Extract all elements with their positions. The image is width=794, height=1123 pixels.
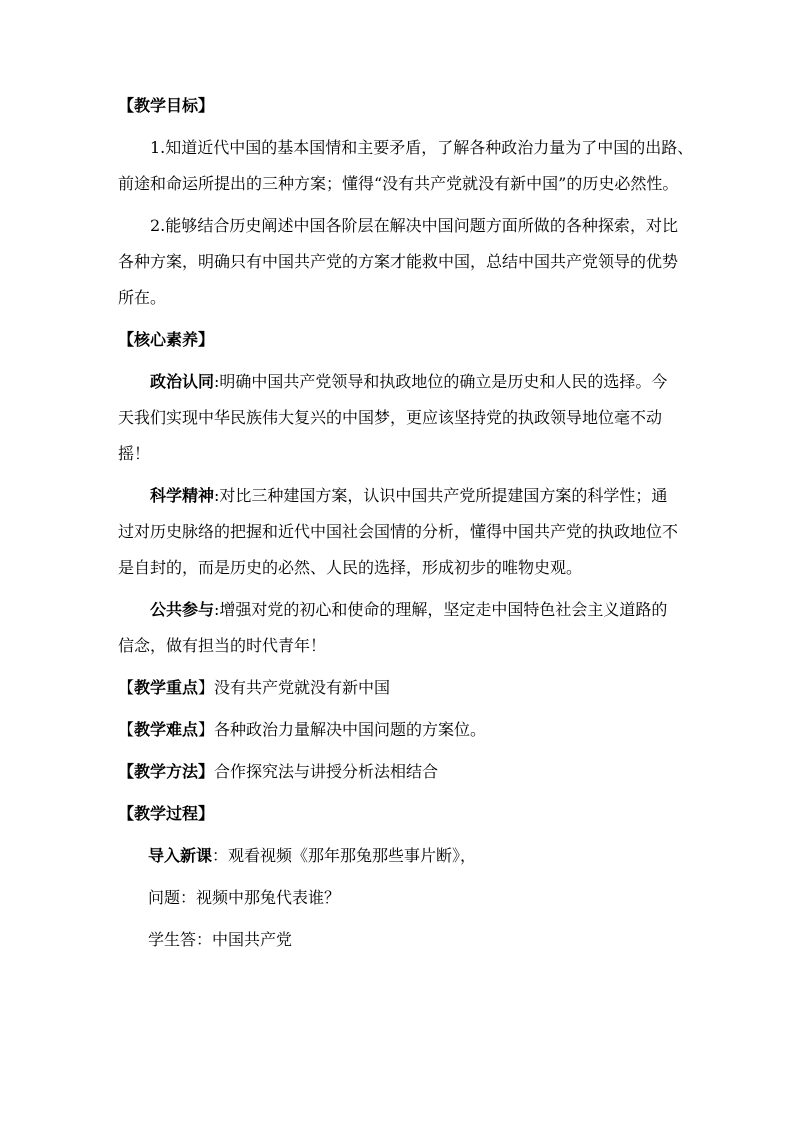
political-identity-label: 政治认同 [150,372,215,391]
answer-row: 学生答：中国共产党 [148,930,293,949]
public-participation-line-1 [118,592,678,628]
key-point-value: 没有共产党就没有新中国 [214,678,391,697]
method-value: 合作探究法与讲授分析法相结合 [214,762,439,781]
public-participation-label: 公共参与 [150,600,215,619]
political-identity-line-2: 天我们实现中华民族伟大复兴的中国梦，更应该坚持党的执政领导地位毫不动 [118,408,663,427]
difficulty-heading: 教学难点 [134,720,199,739]
method-heading: 【教学方法】 [118,762,215,781]
key-point-heading: 教学重点 [134,678,199,697]
teaching-process-heading: 【教学过程】 [118,804,215,823]
political-identity-text: :明确中国共产党领导和执政地位的确立是历史和人民的选择。今 [214,372,668,391]
goal-1-line-1: 1.知道近代中国的基本国情和主要矛盾，了解各种政治力量为了中国的出路、 [150,138,694,157]
scientific-spirit-line-3: 是自封的，而是历史的必然、人民的选择，形成初步的唯物史观。 [118,558,583,577]
key-point-bracket-open: 【 [118,678,135,697]
method-row [118,754,678,790]
scientific-spirit-line-2: 过对历史脉络的把握和近代中国社会国情的分析，懂得中国共产党的执政地位不 [118,522,679,541]
scientific-spirit-label: 科学精神 [150,486,215,505]
scientific-spirit-line-1 [118,478,678,514]
difficulty-row [118,712,678,748]
difficulty-bracket-open: 【 [118,720,135,739]
difficulty-value: 各种政治力量解决中国问题的方案位。 [214,720,487,739]
key-point-bracket-close: 】 [198,678,215,697]
core-literacy-heading: 【核心素养】 [118,330,215,349]
difficulty-bracket-close: 】 [198,720,215,739]
intro-label: 导入新课 [148,846,213,865]
question-row: 问题：视频中那兔代表谁？ [148,888,341,907]
scientific-spirit-text: :对比三种建国方案，认识中国共产党所提建国方案的科学性；通 [214,486,668,505]
lesson-plan-page [118,88,694,958]
goal-1-line-2: 前途和命运所提出的三种方案；懂得“没有共产党就没有新中国”的历史必然性。 [118,174,679,193]
goal-2-line-1: 2.能够结合历史阐述中国各阶层在解决中国问题方面所做的各种探索，对比 [150,216,678,235]
political-identity-line-1 [118,364,678,400]
political-identity-line-3: 摇！ [118,444,151,463]
intro-row [118,838,678,874]
intro-text: ：观看视频《那年那兔那些事片断》， [212,846,477,865]
goal-2-line-3: 所在。 [118,288,167,307]
teaching-goals-heading: 【教学目标】 [118,96,215,115]
public-participation-line-2: 信念，做有担当的时代青年！ [118,636,327,655]
public-participation-text: :增强对党的初心和使命的理解，坚定走中国特色社会主义道路的 [214,600,668,619]
goal-2-line-2: 各种方案，明确只有中国共产党的方案才能救中国，总结中国共产党领导的优势 [118,252,679,271]
key-point-row [118,670,678,706]
